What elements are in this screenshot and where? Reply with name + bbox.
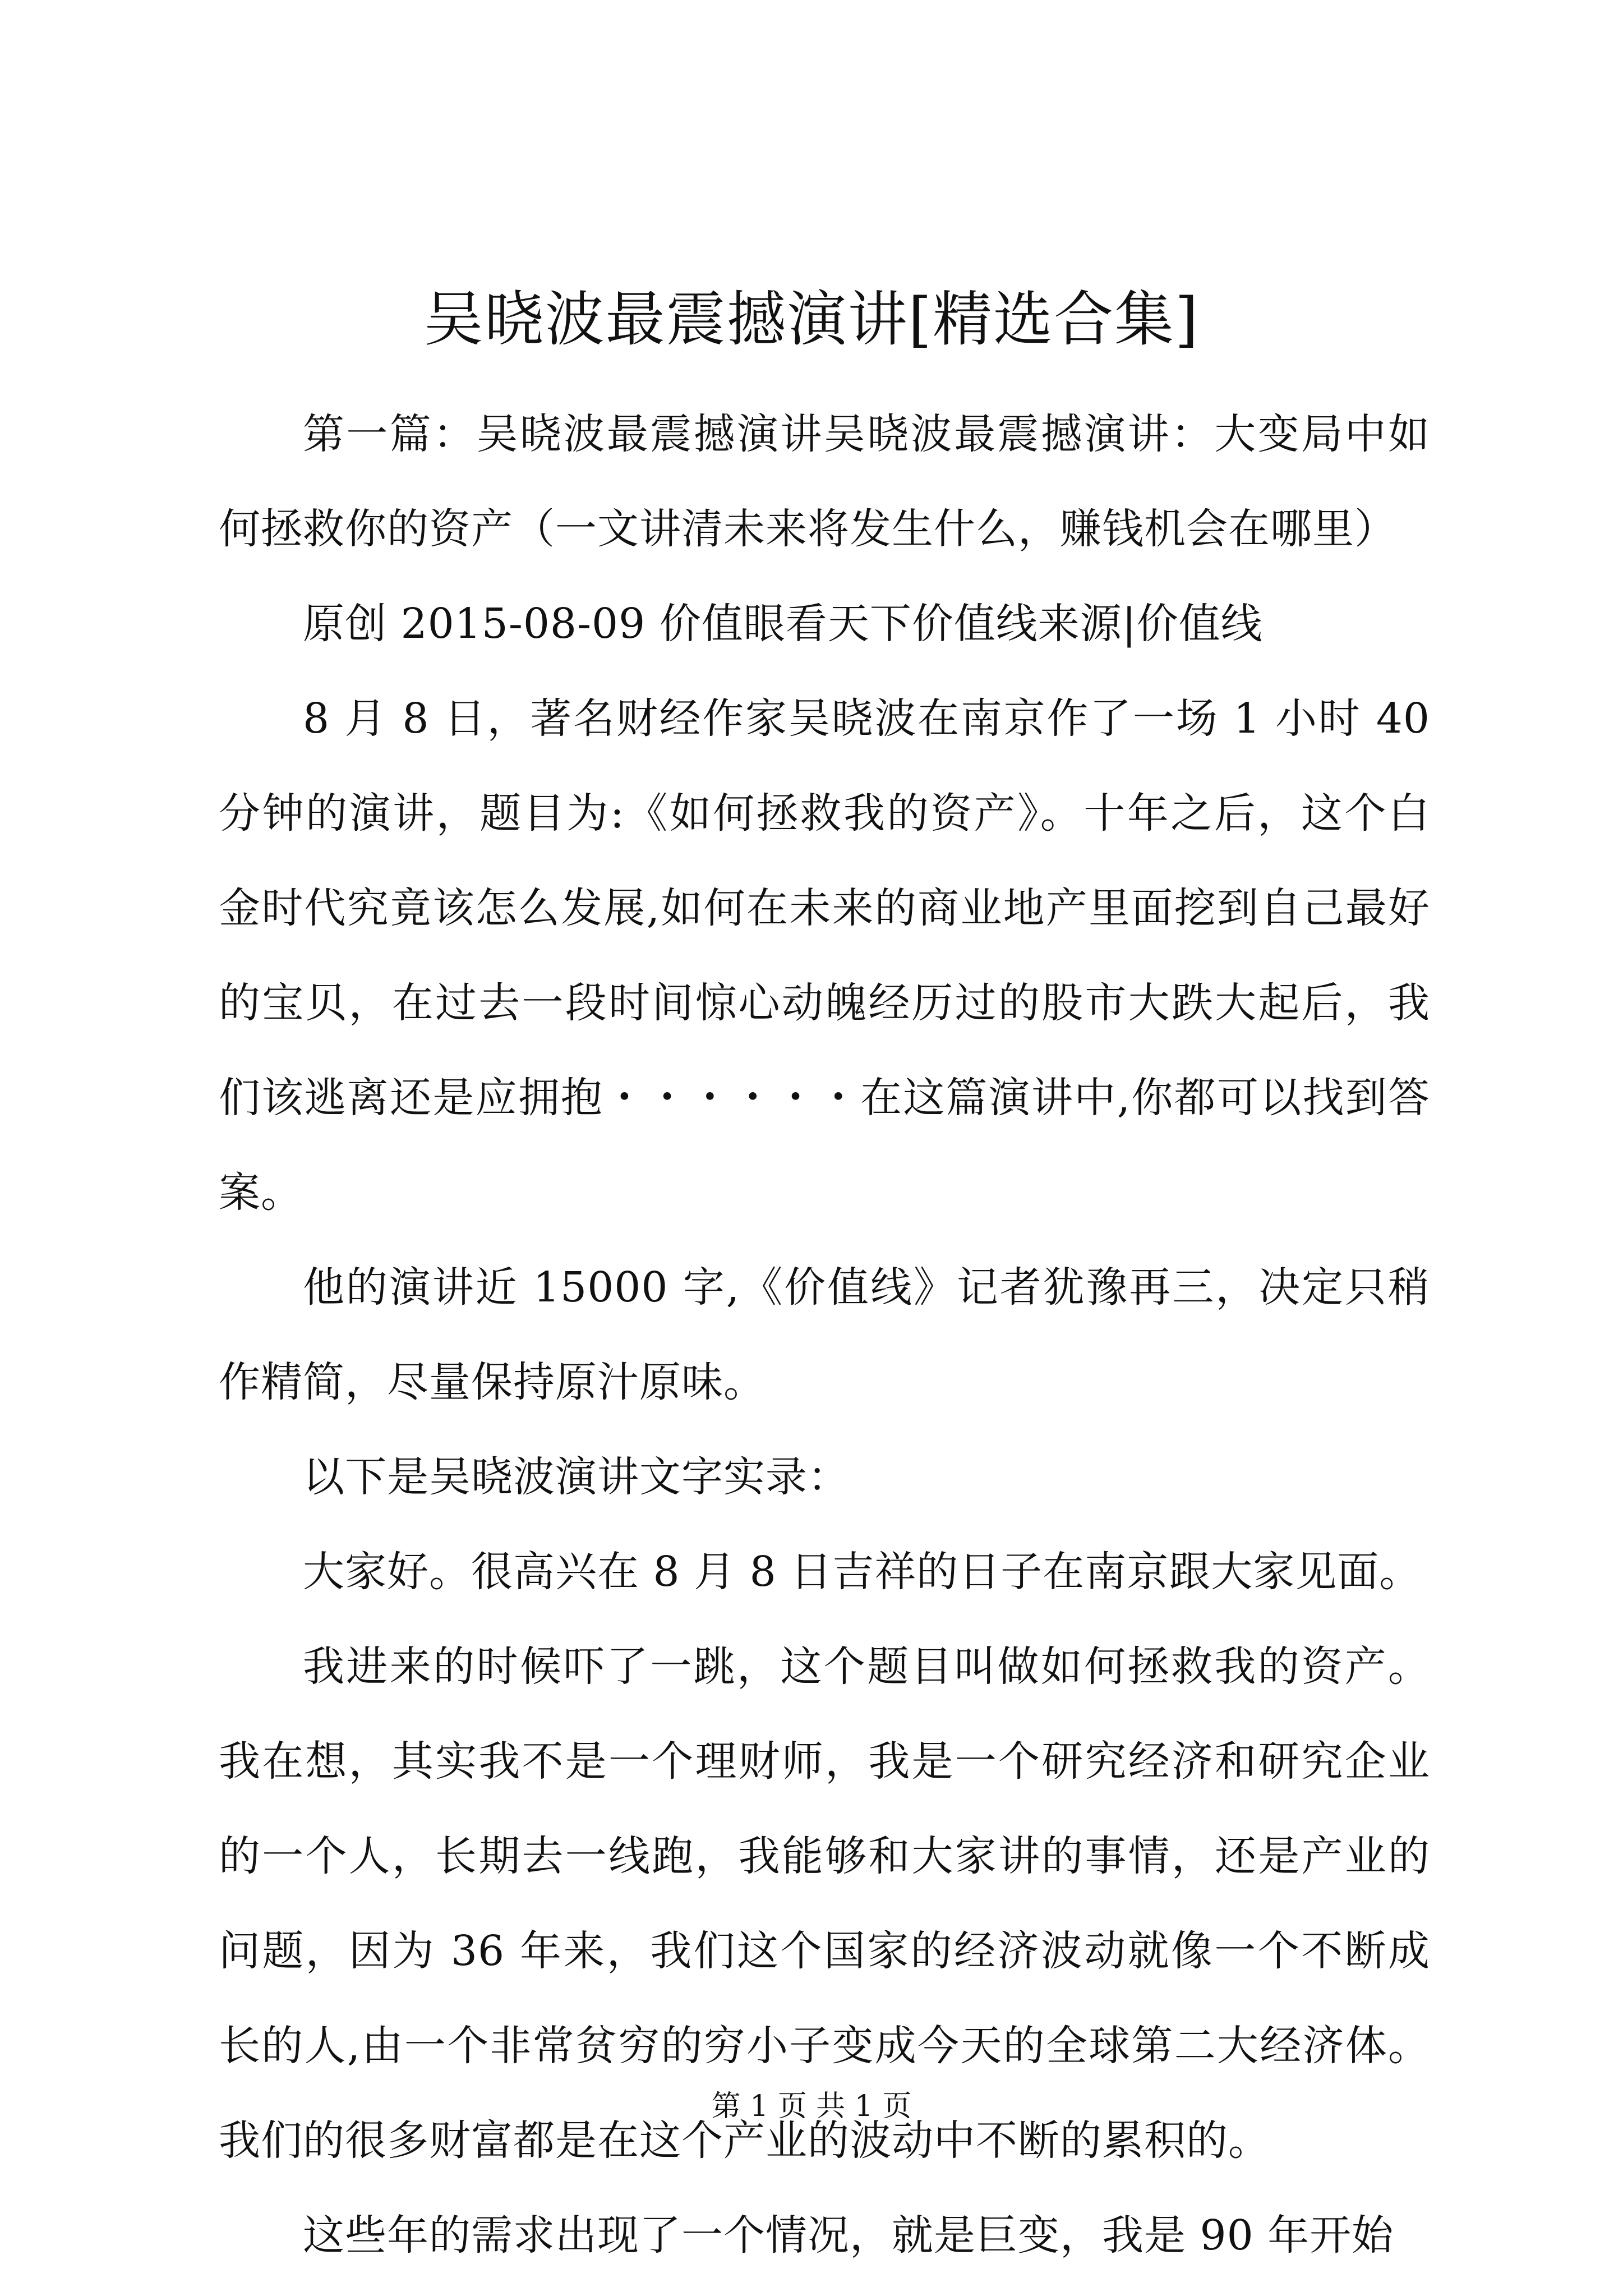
paragraph-5: 以下是吴晓波演讲文字实录： xyxy=(303,1453,850,1501)
paragraph-7: 我进来的时候吓了一跳，这个题目叫做如何拯救我的资产。我在想，其实我不是一个理财师，我是一个研究经济和研究企业的一个人，长期去一线跑，我能够和大家讲的事情，还是产业的问题，因为 36 年来，我们这个国家的经济波动就像一个不断成长的人,由一个非常贫穷的穷小子变成今天的全球第二大经济体。我们的很多财富都是在这个产业的波动中不断的累积的。 xyxy=(219,1642,1430,2165)
paragraph-1: 第一篇：吴晓波最震撼演讲吴晓波最震撼演讲：大变局中如何拯救你的资产（一文讲清未来将发生什么，赚钱机会在哪里） xyxy=(219,410,1430,553)
paragraph-6: 大家好。很高兴在 8 月 8 日吉祥的日子在南京跟大家见面。 xyxy=(303,1548,1422,1596)
paragraph-4: 他的演讲近 15000 字,《价值线》记者犹豫再三，决定只稍作精简，尽量保持原汁原味。 xyxy=(219,1263,1430,1406)
document-title: 吴晓波最震撼演讲[精选合集] xyxy=(423,285,1200,354)
paragraph-3: 8 月 8 日，著名财经作家吴晓波在南京作了一场 1 小时 40 分钟的演讲，题目为:《如何拯救我的资产》。十年之后，这个白金时代究竟该怎么发展,如何在未来的商业地产里面挖到自己最好的宝贝，在过去一段时间惊心动魄经历过的股市大跌大起后，我们该逃离还是应拥抱・・・・・・在这篇演讲中,你都可以找到答案。 xyxy=(219,694,1430,1217)
page-footer: 第 1 页 共 1 页 xyxy=(711,2090,912,2123)
document-body xyxy=(219,387,1430,2283)
paragraph-2: 原创 2015-08-09 价值眼看天下价值线来源|价值线 xyxy=(303,600,1263,648)
paragraph-8: 这些年的需求出现了一个情况，就是巨变，我是 90 年开始 xyxy=(303,2211,1394,2260)
